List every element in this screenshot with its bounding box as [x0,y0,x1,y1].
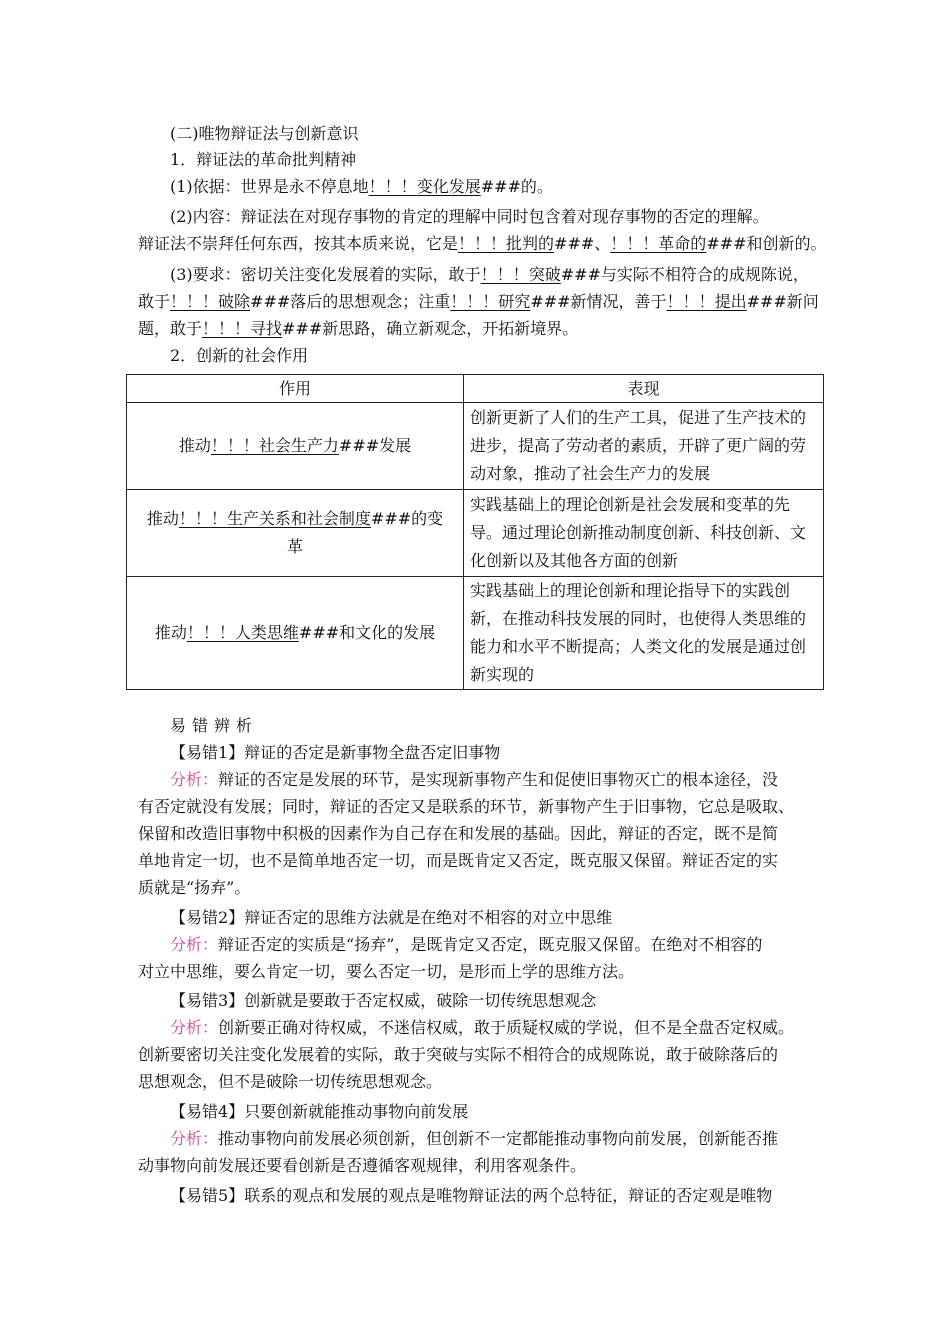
error-4-analysis-line: 动事物向前发展还要看创新是否遵循客观规律，利用客观条件。 [138,1156,587,1175]
answer-key: 寻找 [250,319,283,338]
answer-blank [458,234,554,253]
table-row [127,577,824,690]
marker: ！！！ [458,234,507,253]
answer-key: 提出 [714,292,747,311]
text: (3)要求：密切关注变化发展着的实际，敢于 [170,265,481,284]
desc-line: 新，在推动科技发展的同时，也使得人类思维的 [470,609,807,628]
desc-line: 实践基础上的理论创新是社会发展和变革的先 [470,495,791,514]
marker: ！！！ [450,292,499,311]
table-header-row [127,375,824,403]
text: 和创新的。 [746,234,827,253]
text: 辩证的否定是新事物全盘否定旧事物 [244,743,501,762]
text: 创新就是要敢于否定权威，破除一切传统思想观念 [244,991,597,1010]
marker: ### [282,319,323,338]
error-3-analysis-line: 创新要密切关注变化发展着的实际，敢于突破与实际不相符合的成规陈说，敢于破除落后的 [138,1045,779,1064]
error-1-analysis-line: 保留和改造旧事物中积极的因素作为自己存在和发展的基础。因此，辩证的否定，既不是简 [138,824,779,843]
error-4-statement [170,1099,828,1125]
answer-key: 变化发展 [416,177,481,196]
marker: ### [480,177,521,196]
desc-line: 能力和水平不断提高；人类文化的发展是通过创 [470,637,807,656]
text: 推动 [178,436,211,455]
error-2-statement [170,905,828,931]
text: 推动 [146,509,179,528]
answer-key: 批判的 [506,234,555,253]
analysis-label: 分析： [170,1018,219,1037]
answer-blank [667,292,747,311]
requirement-line3 [138,316,828,342]
text: 的。 [520,177,553,196]
answer-blank [211,436,339,455]
text: 辩证法不崇拜任何东西，按其本质来说，它是 [138,234,459,253]
text: 联系的观点和发展的观点是唯物辩证法的两个总特征，辩证的否定观是唯物 [244,1186,773,1205]
marker: ！！！ [178,509,227,528]
marker: ### [554,234,595,253]
role-cell [127,403,464,490]
text: 新情况，善于 [570,292,667,311]
text: 革 [286,537,303,556]
text: 辩证的否定是发展的环节，是实现新事物产生和促使旧事物灭亡的根本途径，没 [218,770,779,789]
error-1-analysis-line: 有否定就没有发展；同时，辩证的否定又是联系的环节，新事物产生于旧事物，它总是吸取、 [138,797,795,816]
answer-blank [170,292,250,311]
error-3-analysis-line [170,1015,828,1041]
desc-line: 实践基础上的理论创新和理论指导下的实践创 [470,581,791,600]
answer-key: 破除 [218,292,251,311]
answer-key: 人类思维 [234,623,299,642]
error-tag: 【易错1】 [170,743,245,762]
answer-blank [450,292,530,311]
text: 创新要正确对待权威，不迷信权威，敢于质疑权威的学说，但不是全盘否定权威。 [218,1018,795,1037]
text: 只要创新就能推动事物向前发展 [244,1102,469,1121]
table-row [127,403,824,490]
error-3-analysis-line: 思想观念，但不是破除一切传统思想观念。 [138,1072,443,1091]
desc-line: 新实现的 [470,665,535,684]
answer-blank [179,509,371,528]
error-3-statement [170,988,828,1014]
error-1-analysis-line [170,767,828,793]
text: (1)依据：世界是永不停息地 [170,177,369,196]
error-1-statement [170,740,828,766]
manifestation-cell [464,577,824,690]
error-4-analysis-line [170,1126,828,1152]
text: 的变 [411,509,444,528]
answer-key: 研究 [498,292,531,311]
table-row [127,490,824,577]
text: 新思路，确立新观念，开拓新境界。 [322,319,579,338]
analysis-label: 分析： [170,770,219,789]
marker: ！！！ [368,177,417,196]
error-tag: 【易错4】 [170,1102,245,1121]
section-heading: (二)唯物辩证法与创新意识 [170,124,359,143]
answer-key: 生产关系和社会制度 [226,509,371,528]
marker: ！！！ [480,265,529,284]
innovation-role-table [126,374,824,690]
error-2-analysis-line: 对立中思维，要么肯定一切，要么否定一切，是形而上学的思维方法。 [138,962,635,981]
marker: ### [338,436,380,455]
marker: ！！！ [186,623,235,642]
error-tag: 【易错5】 [170,1186,245,1205]
desc-line: 进步，提高了劳动者的素质，开辟了更广阔的劳 [470,436,807,455]
table-header-manifestation: 表现 [464,375,824,403]
marker: ### [370,509,412,528]
manifestation-cell [464,403,824,490]
marker: ！！！ [210,436,259,455]
answer-key: 突破 [528,265,561,284]
marker: ### [298,623,340,642]
marker: ### [530,292,571,311]
error-5-statement [170,1183,828,1209]
basis-paragraph [170,174,828,200]
error-tag: 【易错2】 [170,908,245,927]
requirement-line1 [170,262,828,288]
role-cell [127,577,464,690]
answer-blank [187,623,299,642]
answer-blank [202,319,282,338]
marker: ### [250,292,291,311]
error-2-analysis-line [170,932,828,958]
error-tag: 【易错3】 [170,991,245,1010]
answer-key: 社会生产力 [258,436,339,455]
marker: ！！！ [610,234,659,253]
text: 、 [594,234,611,253]
subheading-social-role: 2．创新的社会作用 [170,346,309,365]
marker: ### [560,265,601,284]
text: 辩证否定的思维方法就是在绝对不相容的对立中思维 [244,908,613,927]
text: 落后的思想观念；注重 [290,292,451,311]
text: 推动 [154,623,187,642]
desc-line: 创新更新了人们的生产工具，促进了生产技术的 [470,408,807,427]
text: 发展 [379,436,412,455]
analysis-label: 分析： [170,1129,219,1148]
text: 敢于 [138,292,171,311]
marker: ### [706,234,747,253]
answer-blank [369,177,481,196]
error-1-analysis-line: 单地肯定一切，也不是简单地否定一切，而是既肯定又否定，既克服又保留。辩证否定的实 [138,851,779,870]
answer-key: 革命的 [658,234,707,253]
marker: ！！！ [666,292,715,311]
desc-line: 导。通过理论创新推动制度创新、科技创新、文 [470,523,807,542]
text: 新问 [786,292,819,311]
answer-blank [610,234,706,253]
content-paragraph-line2 [138,231,828,257]
role-cell [127,490,464,577]
manifestation-cell [464,490,824,577]
errors-title: 易错辨析 [170,716,259,735]
marker: ### [746,292,787,311]
answer-blank [481,265,561,284]
marker: ！！！ [170,292,219,311]
text: 辩证否定的实质是“扬弃”，是既肯定又否定，既克服又保留。在绝对不相容的 [218,935,763,954]
text: 与实际不相符合的成规陈说， [600,265,809,284]
desc-line: 动对象，推动了社会生产力的发展 [470,464,711,483]
table-header-role: 作用 [127,375,464,403]
text: 和文化的发展 [339,623,436,642]
analysis-label: 分析： [170,935,219,954]
marker: ！！！ [202,319,251,338]
error-1-analysis-line: 质就是“扬弃”。 [138,878,251,897]
content-paragraph-line1: (2)内容：辩证法在对现存事物的肯定的理解中同时包含着对现存事物的否定的理解。 [170,207,769,226]
text: 推动事物向前发展必须创新，但创新不一定都能推动事物向前发展，创新能否推 [218,1129,779,1148]
text: 题，敢于 [138,319,203,338]
subheading-revolutionary-spirit: 1．辩证法的革命批判精神 [170,150,357,169]
requirement-line2 [138,289,828,315]
desc-line: 化创新以及其他各方面的创新 [470,551,679,570]
